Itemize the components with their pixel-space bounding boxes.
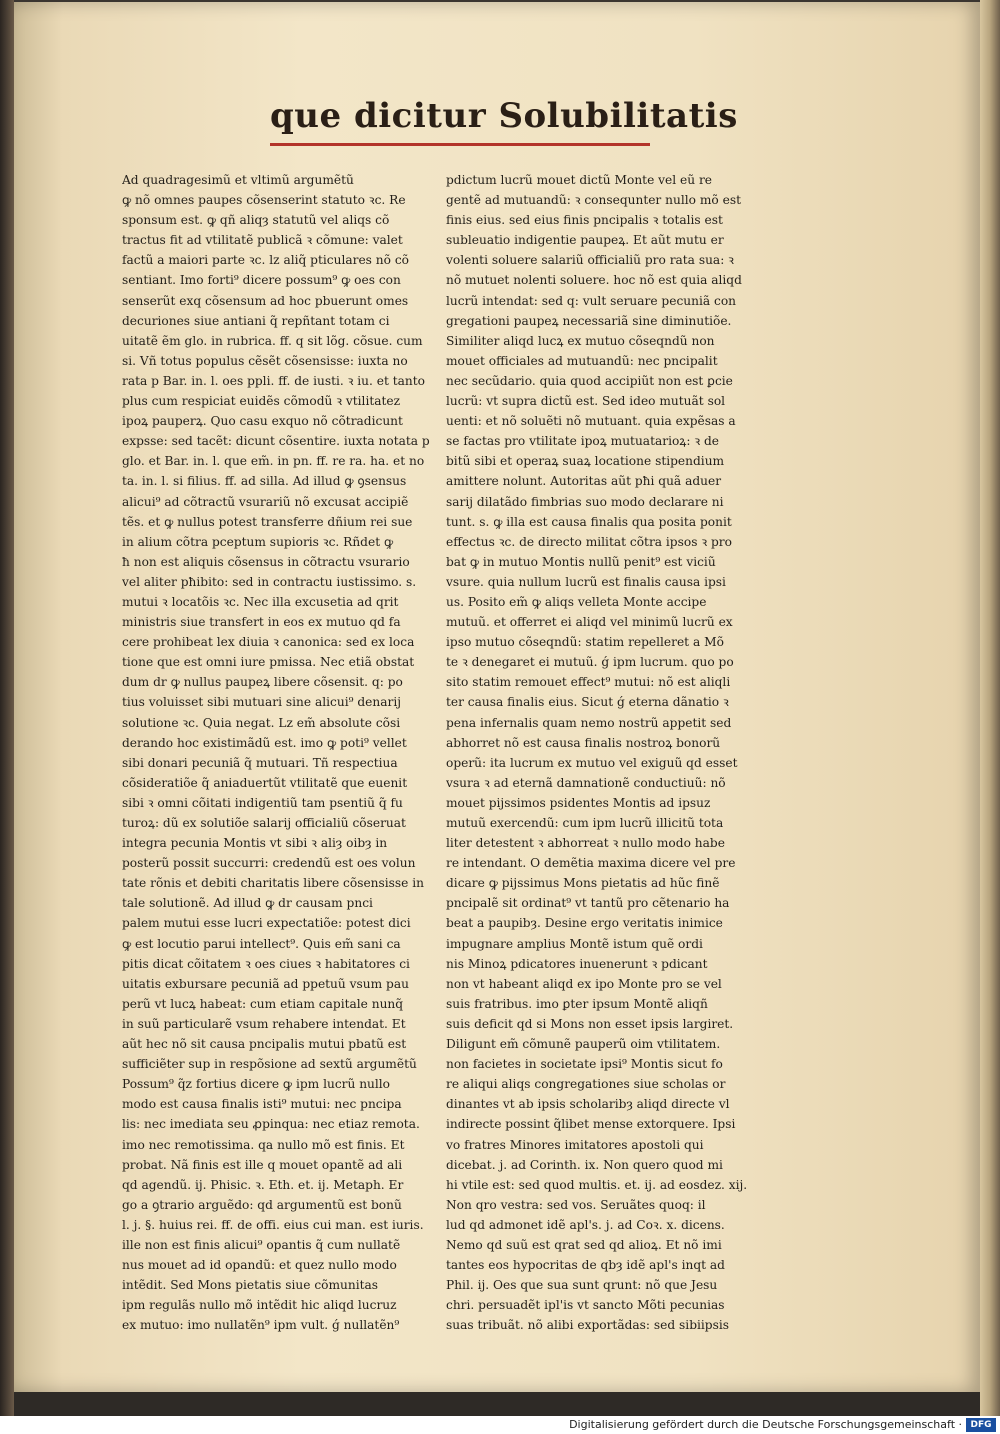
text-line: imo nec remotissima. qa nullo mõ est finis. Et bbox=[122, 1137, 405, 1152]
text-line: suis fratribus. imo ꝑter ipsum Montẽ aliqñ bbox=[446, 996, 708, 1011]
text-line: mouet pijssimos psidentes Montis ad ipsuz bbox=[446, 795, 711, 810]
text-line: gregationi paupeꝝ necessariã sine diminutiõe. bbox=[446, 313, 732, 328]
text-line: operũ: ita lucrum ex mutuo vel exiguũ qd esset bbox=[446, 755, 738, 770]
text-line: Ad quadragesimũ et vltimũ argumẽtũ bbox=[122, 173, 354, 187]
text-line: gentẽ ad mutuandũ: ꝛ consequnter nullo mõ est bbox=[446, 193, 741, 208]
text-line: volenti soluere salariũ officialiũ pro rata sua: ꝛ bbox=[446, 253, 734, 268]
text-line: dicebat. j. ad Corinth. ix. Non quero quod mi bbox=[446, 1157, 723, 1172]
text-line: sibi ꝛ omni cõitati indigentiũ tam psentiũ q̃ fu bbox=[122, 795, 403, 810]
text-line: pdictum lucrũ mouet dictũ Monte vel eũ re bbox=[446, 173, 712, 187]
text-line: solutione ꝛc. Quia negat. Lz em̃ absolute cõsi bbox=[122, 715, 401, 730]
text-line: perũ vt lucꝝ habeat: cum etiam capitale nunq̃ bbox=[122, 996, 404, 1011]
text-line: ipso mutuo cõseqndũ: statim repelleret a Mõ bbox=[446, 635, 724, 650]
text-line: ta. in. l. si filius. ff. ad silla. Ad illud ꝙ ꝯsensus bbox=[122, 474, 407, 489]
text-line: dicare ꝙ pijssimus Mons pietatis ad hũc finẽ bbox=[446, 876, 720, 891]
text-line: cere prohibeat lex diuia ꝛ canonica: sed ex loca bbox=[122, 635, 415, 650]
page-fore-edge bbox=[980, 0, 1000, 1416]
right-text-column bbox=[446, 170, 766, 1333]
heading-underline bbox=[270, 143, 650, 146]
text-line: senserũt exq cõsensum ad hoc pbuerunt omes bbox=[122, 293, 409, 308]
text-line: tius voluisset sibi mutuari sine alicui⁹ denarij bbox=[122, 695, 401, 710]
text-line: nis Minoꝝ pdicatores inuenerunt ꝛ pdicant bbox=[446, 956, 708, 971]
text-line: non facietes in societate ipsi⁹ Montis sicut fo bbox=[446, 1057, 723, 1072]
text-line: sufficiẽter sup in respõsione ad sextũ argumẽtũ bbox=[122, 1057, 417, 1072]
text-line: si. Vñ totus populus cẽsẽt cõsensisse: iuxta no bbox=[122, 353, 408, 368]
text-line: suas tribuãt. nõ alibi exportãdas: sed sibiipsis bbox=[446, 1318, 729, 1333]
text-line: vsure. quia nullum lucrũ est finalis causa ipsi bbox=[446, 574, 726, 589]
text-line: lud qd admonet idẽ apl's. j. ad Coꝛ. x. dicens. bbox=[446, 1217, 725, 1232]
text-line: glo. et Bar. in. l. que em̃. in pn. ff. re ra. ha. et no bbox=[122, 454, 425, 469]
text-line: chri. persuadẽt ipl'is vt sancto Mõti pecunias bbox=[446, 1298, 725, 1313]
text-line: ipm regulãs nullo mõ intẽdit hic aliqd lucruz bbox=[122, 1298, 397, 1313]
text-line: rata p Bar. in. l. oes ppli. ff. de iusti. ꝛ iu. et tanto bbox=[122, 373, 426, 388]
text-line: tunt. s. ꝙ illa est causa finalis qua posita ponit bbox=[446, 514, 732, 529]
text-line: sentiant. Imo forti⁹ dicere possum⁹ ꝙ oes con bbox=[122, 273, 401, 288]
text-line: tẽs. et ꝙ nullus potest transferre dñium rei sue bbox=[122, 514, 413, 529]
text-line: dinantes vt ab ipsis scholaribȝ aliqd directe vl bbox=[446, 1097, 730, 1112]
text-line: mutuũ exercendũ: cum ipm lucrũ illicitũ tota bbox=[446, 816, 724, 830]
text-line: finis eius. sed eius finis pncipalis ꝛ totalis est bbox=[446, 213, 723, 228]
text-line: bitũ sibi et operaꝝ suaꝝ locatione stipendium bbox=[446, 454, 725, 469]
text-line: Similiter aliqd lucꝝ ex mutuo cõseqndũ non bbox=[446, 333, 715, 348]
text-line: ter causa finalis eius. Sicut ǵ eterna dãnatio ꝛ bbox=[446, 695, 729, 710]
text-line: nec secũdario. quia quod accipiũt non est ꝑcie bbox=[446, 373, 733, 388]
text-line: ħ non est aliquis cõsensus in cõtractu vsurario bbox=[122, 554, 410, 569]
text-line: pncipalẽ sit ordinat⁹ vt tantũ pro cẽtenario ha bbox=[446, 896, 730, 911]
text-line: ipoꝝ pauperꝝ. Quo casu exquo nõ cõtradicunt bbox=[122, 414, 403, 429]
text-line: Diligunt em̃ cõmunẽ pauperũ oim vtilitatem. bbox=[446, 1037, 721, 1052]
text-line: modo est causa finalis isti⁹ mutui: nec pncipa bbox=[122, 1097, 402, 1112]
text-line: probat. Nã finis est ille q mouet opantẽ ad ali bbox=[122, 1157, 403, 1172]
text-line: posterũ possit succurri: credendũ est oes volun bbox=[122, 856, 416, 871]
text-line: te ꝛ denegaret ei mutuũ. ǵ ipm lucrum. quo po bbox=[446, 655, 734, 670]
text-line: mutuũ. et offerret ei aliqd vel minimũ lucrũ ex bbox=[446, 615, 733, 630]
text-line: uenti: et nõ soluẽti nõ mutuant. quia expẽsas a bbox=[446, 414, 736, 429]
page-bottom-edge bbox=[14, 1392, 980, 1416]
text-line: effectus ꝛc. de directo militat cõtra ipsos ꝛ pro bbox=[446, 534, 732, 549]
text-line: ministris siue transfert in eos ex mutuo qd fa bbox=[122, 615, 401, 630]
text-line: derando hoc existimãdũ est. imo ꝙ poti⁹ vellet bbox=[122, 735, 407, 750]
text-line: go a ꝯtrario arguẽdo: qd argumentũ est bonũ bbox=[122, 1197, 402, 1212]
text-line: bat ꝙ in mutuo Montis nullũ penit⁹ est viciũ bbox=[446, 554, 716, 569]
text-line: pena infernalis quam nemo nostrũ appetit sed bbox=[446, 715, 732, 730]
text-line: us. Posito em̃ ꝙ aliqs velleta Monte accipe bbox=[446, 594, 707, 609]
page-heading: que dicitur Solubilitatis bbox=[270, 96, 738, 136]
text-line: palem mutui esse lucri expectatiõe: potest dici bbox=[122, 916, 411, 931]
left-text-column bbox=[122, 170, 442, 1333]
text-line: suis deficit qd si Mons non esset ipsis largiret. bbox=[446, 1016, 734, 1031]
text-line: tantes eos hypocritas de qbȝ idẽ apl's inqt ad bbox=[446, 1258, 725, 1273]
text-line: in alium cõtra pceptum supioris ꝛc. Rñdet ꝙ bbox=[122, 534, 394, 549]
text-line: vsura ꝛ ad eternã damnationẽ conductiuũ: nõ bbox=[446, 775, 726, 790]
text-line: impugnare amplius Montẽ istum quẽ ordi bbox=[446, 936, 703, 951]
footer-bar bbox=[0, 1416, 1000, 1434]
text-line: Non qro vestra: sed vos. Seruãtes quoq: il bbox=[446, 1197, 706, 1212]
text-line: indirecte possint q̃libet mense extorquere. Ipsi bbox=[446, 1117, 736, 1132]
text-line: sponsum est. ꝙ qñ aliqȝ statutũ vel aliqs cõ bbox=[122, 213, 390, 228]
text-line: l. j. §. huius rei. ff. de offi. eius cui man. est iuris. bbox=[122, 1217, 424, 1232]
text-line: sibi donari pecuniã q̃ mutuari. Tñ respectiua bbox=[122, 755, 398, 770]
text-line: re intendant. O demẽtia maxima dicere vel pre bbox=[446, 856, 736, 871]
text-line: integra pecunia Montis vt sibi ꝛ aliȝ oibȝ in bbox=[122, 836, 388, 851]
text-line: nus mouet ad id opandũ: et quez nullo modo bbox=[122, 1258, 397, 1273]
text-line: Phil. ij. Oes que sua sunt qrunt: nõ que Jesu bbox=[446, 1278, 718, 1293]
text-line: vo fratres Minores imitatores apostoli qui bbox=[446, 1137, 704, 1152]
text-line: nõ mutuet nolenti soluere. hoc nõ est quia aliqd bbox=[446, 273, 742, 288]
text-line: se factas pro vtilitate ipoꝝ mutuatarioꝝ: ꝛ de bbox=[446, 434, 719, 449]
text-line: non vt habeant aliqd ex ipo Monte pro se vel bbox=[446, 976, 722, 991]
text-line: hi vtile est: sed quod multis. et. ij. ad eosdez. xij. bbox=[446, 1177, 748, 1192]
text-line: ꝙ nõ omnes paupes cõsenserint statuto ꝛc. Re bbox=[122, 193, 406, 208]
text-line: subleuatio indigentie paupeꝝ. Et aũt mutu er bbox=[446, 233, 724, 248]
text-line: beat a paupibȝ. Desine ergo veritatis inimice bbox=[446, 916, 723, 931]
text-line: sarij dilatãdo fimbrias suo modo declarare ni bbox=[446, 494, 724, 509]
text-line: sito statim remouet effect⁹ mutui: nõ est aliqli bbox=[446, 675, 731, 690]
text-line: plus cum respiciat euidẽs cõmodũ ꝛ vtilitatez bbox=[122, 394, 401, 409]
text-line: dum dr ꝙ nullus paupeꝝ libere cõsensit. q: po bbox=[122, 675, 403, 690]
text-line: abhorret nõ est causa finalis nostroꝝ bonorũ bbox=[446, 735, 721, 750]
text-line: mouet officiales ad mutuandũ: nec pncipalit bbox=[446, 353, 718, 368]
text-line: re aliqui aliqs congregationes siue scholas or bbox=[446, 1077, 726, 1092]
text-line: expsse: sed tacẽt: dicunt cõsentire. iuxta notata p bbox=[122, 434, 430, 449]
text-line: intẽdit. Sed Mons pietatis siue cõmunitas bbox=[122, 1278, 379, 1293]
text-line: qd agendũ. ij. Phisic. ꝛ. Eth. et. ij. Metaph. Er bbox=[122, 1177, 404, 1192]
text-line: vel aliter pħibito: sed in contractu iustissimo. s. bbox=[122, 574, 417, 589]
book-binding bbox=[0, 0, 14, 1416]
text-line: Nemo qd suũ est qrat sed qd alioꝝ. Et nõ imi bbox=[446, 1237, 722, 1252]
text-line: pitis dicat cõitatem ꝛ oes ciues ꝛ habitatores ci bbox=[122, 956, 410, 971]
text-line: tione que est omni iure pmissa. Nec etiã obstat bbox=[122, 655, 415, 670]
footer-credit-text: Digitalisierung gefördert durch die Deutsche Forschungsgemeinschaft · bbox=[569, 1418, 962, 1431]
text-line: decuriones siue antiani q̃ repñtant totam ci bbox=[122, 313, 390, 328]
text-line: liter detestent ꝛ abhorreat ꝛ nullo modo habe bbox=[446, 836, 725, 851]
text-line: aũt hec nõ sit causa pncipalis mutui pbatũ est bbox=[122, 1037, 407, 1052]
text-line: alicui⁹ ad cõtractũ vsurariũ nõ excusat accipiẽ bbox=[122, 494, 409, 509]
text-line: cõsideratiõe q̃ aniaduertũt vtilitatẽ que euenit bbox=[122, 775, 408, 790]
text-line: uitatis exbursare pecuniã ad ppetuũ vsum pau bbox=[122, 976, 409, 991]
text-line: tractus fit ad vtilitatẽ publicã ꝛ cõmune: valet bbox=[122, 233, 403, 248]
text-line: lis: nec imediata seu ꝓpinqua: nec etiaz remota. bbox=[122, 1117, 420, 1132]
text-line: ille non est finis alicui⁹ opantis q̃ cum nullatẽ bbox=[122, 1237, 401, 1252]
text-line: ꝙ est locutio parui intellect⁹. Quis em̃ sani ca bbox=[122, 936, 401, 951]
text-line: in suũ particularẽ vsum rehabere intendat. Et bbox=[122, 1016, 406, 1031]
text-line: mutui ꝛ locatõis ꝛc. Nec illa excusetia ad qrit bbox=[122, 594, 399, 609]
text-line: tale solutionẽ. Ad illud ꝙ dr causam pnci bbox=[122, 896, 373, 911]
text-line: turoꝝ: dũ ex solutiõe salarij officialiũ cõseruat bbox=[122, 816, 406, 830]
dfg-logo: DFG bbox=[966, 1418, 996, 1432]
text-line: factũ a maiori parte ꝛc. lz aliq̃ pticulares nõ cõ bbox=[122, 253, 410, 268]
text-line: ex mutuo: imo nullatẽn⁹ ipm vult. ǵ nullatẽn⁹ bbox=[122, 1318, 400, 1333]
text-line: amittere nolunt. Autoritas aũt pħi quã aduer bbox=[446, 474, 722, 489]
text-line: tate rõnis et debiti charitatis libere cõsensisse in bbox=[122, 876, 425, 891]
text-line: lucrũ intendat: sed q: vult seruare pecuniã con bbox=[446, 293, 737, 308]
text-line: uitatẽ ẽm glo. in rubrica. ff. q sit lõg. cõsue. cum bbox=[122, 333, 423, 348]
text-line: lucrũ: vt supra dictũ est. Sed ideo mutuãt sol bbox=[446, 394, 726, 409]
text-line: Possum⁹ q̃z fortius dicere ꝙ ipm lucrũ nullo bbox=[122, 1077, 391, 1092]
